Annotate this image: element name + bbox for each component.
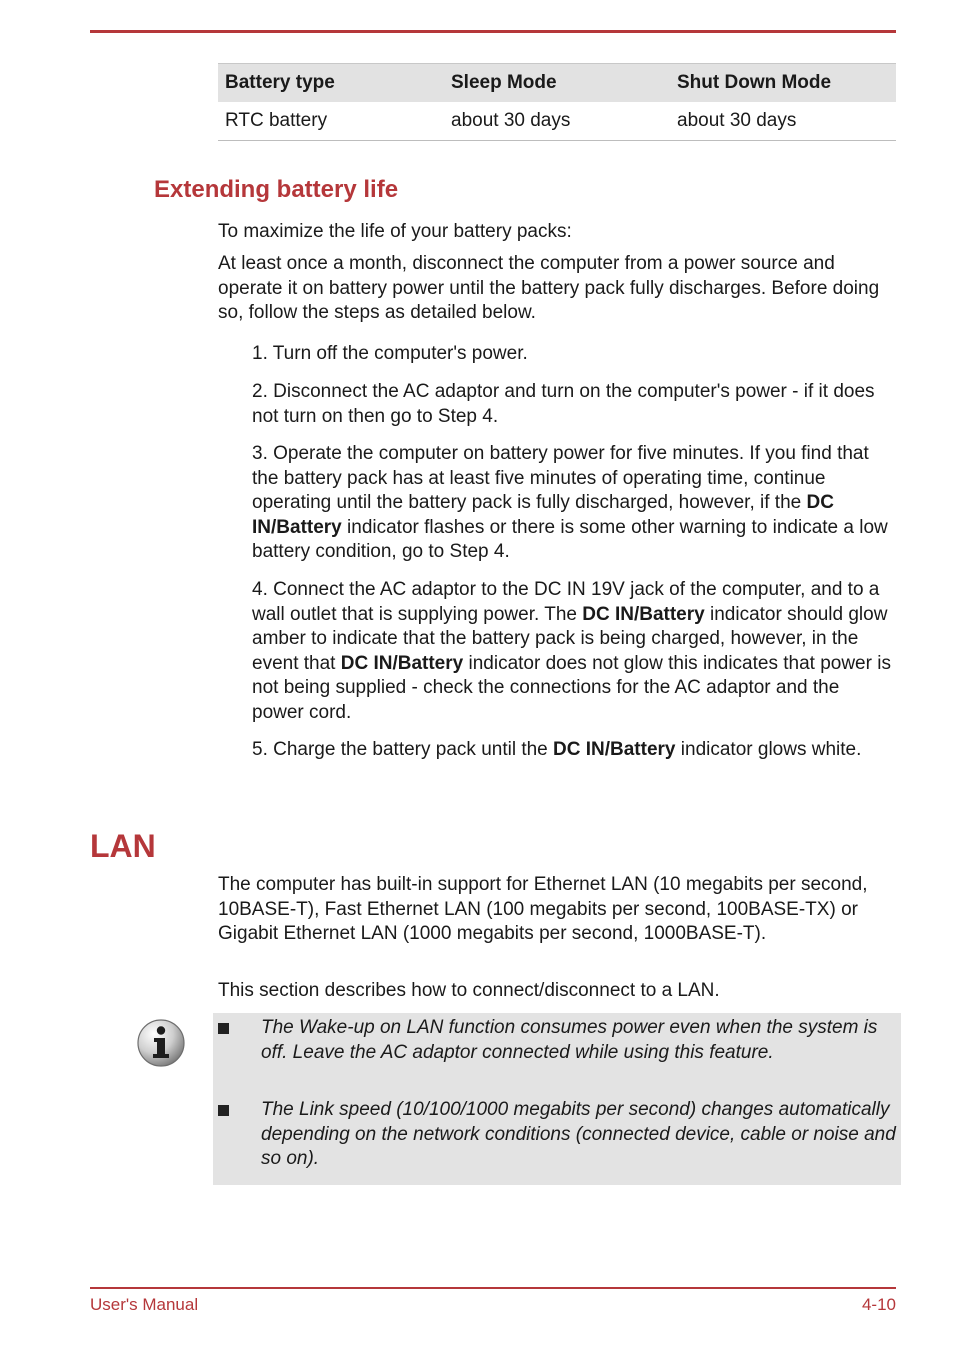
bullet-square-icon — [218, 1023, 229, 1034]
step-5 — [252, 738, 892, 763]
info-icon — [136, 1018, 186, 1068]
battery-intro: To maximize the life of your battery packs: — [218, 221, 572, 242]
step-3-indicator: DC IN/Battery — [252, 492, 834, 538]
header-rule — [90, 30, 896, 33]
footer-manual-title: User's Manual — [90, 1295, 199, 1314]
section-title-lan: LAN — [90, 828, 156, 864]
table-cell: RTC battery — [218, 102, 444, 141]
table-header-cell: Battery type — [218, 64, 444, 103]
lan-paragraph-2: This section describes how to connect/disconnect to a LAN. — [218, 980, 720, 1001]
battery-paragraph: At least once a month, disconnect the computer from a power source and operate it on battery power until the battery pack fully discharges. Before doing so, follow the steps as detailed below. — [218, 253, 880, 323]
table-cell: about 30 days — [444, 102, 670, 141]
table-header-cell: Sleep Mode — [444, 64, 670, 103]
step-4-text-c: indicator does not glow this indicates that power is not being supplied - check the connections for the AC adaptor and the power cord. — [252, 652, 891, 723]
step-2: 2. Disconnect the AC adaptor and turn on the computer's power - if it does not turn on then go to Step 4. — [252, 381, 875, 427]
step-5-text-a: 5. Charge the battery pack until the — [252, 739, 554, 760]
note-text: The Link speed (10/100/1000 megabits per second) changes automatically depending on the network conditions (connected device, cable or noise and so on). — [261, 1099, 896, 1169]
page-number: 4-10 — [861, 1295, 896, 1314]
table-header-row — [218, 64, 896, 103]
step-3 — [252, 442, 892, 565]
step-5-text-b: indicator glows white. — [675, 739, 862, 760]
battery-table — [218, 63, 896, 141]
table-row — [218, 102, 896, 141]
table-cell: about 30 days — [670, 102, 896, 141]
step-4 — [252, 578, 892, 725]
step-3-text-a: 3. Operate the computer on battery power for five minutes. If you find that the battery pack has at least five minutes of operating time, continue operating until the battery pack is fully discharged, however, if the — [252, 443, 869, 513]
bullet-square-icon — [218, 1105, 229, 1116]
step-4-indicator-1: DC IN/Battery — [582, 603, 705, 625]
table-header-cell: Shut Down Mode — [670, 64, 896, 103]
step-3-text-b: indicator flashes or there is some other warning to indicate a low battery condition, go to Step 4. — [252, 516, 888, 562]
step-4-text-b: indicator should glow amber to indicate that the battery pack is being charged, however, in the event that — [252, 603, 888, 674]
section-title-battery: Extending battery life — [154, 176, 399, 203]
note-text: The Wake-up on LAN function consumes power even when the system is off. Leave the AC adaptor connected while using this feature. — [261, 1017, 878, 1063]
lan-paragraph-1: The computer has built-in support for Ethernet LAN (10 megabits per second, 10BASE-T), Fast Ethernet LAN (100 megabits per second, 100BASE-TX) or Gigabit Ethernet LAN (1000 megabits per second, 1000BASE-T). — [218, 874, 868, 944]
step-4-indicator-2: DC IN/Battery — [340, 652, 464, 674]
footer-rule — [90, 1287, 896, 1289]
step-4-text-a: 4. Connect the AC adaptor to the DC IN 19V jack of the computer, and to a wall outlet that is supplying power. The — [252, 579, 880, 625]
step-5-indicator: DC IN/Battery — [553, 739, 676, 760]
step-1: 1. Turn off the computer's power. — [252, 343, 528, 364]
note-box — [213, 1013, 901, 1185]
